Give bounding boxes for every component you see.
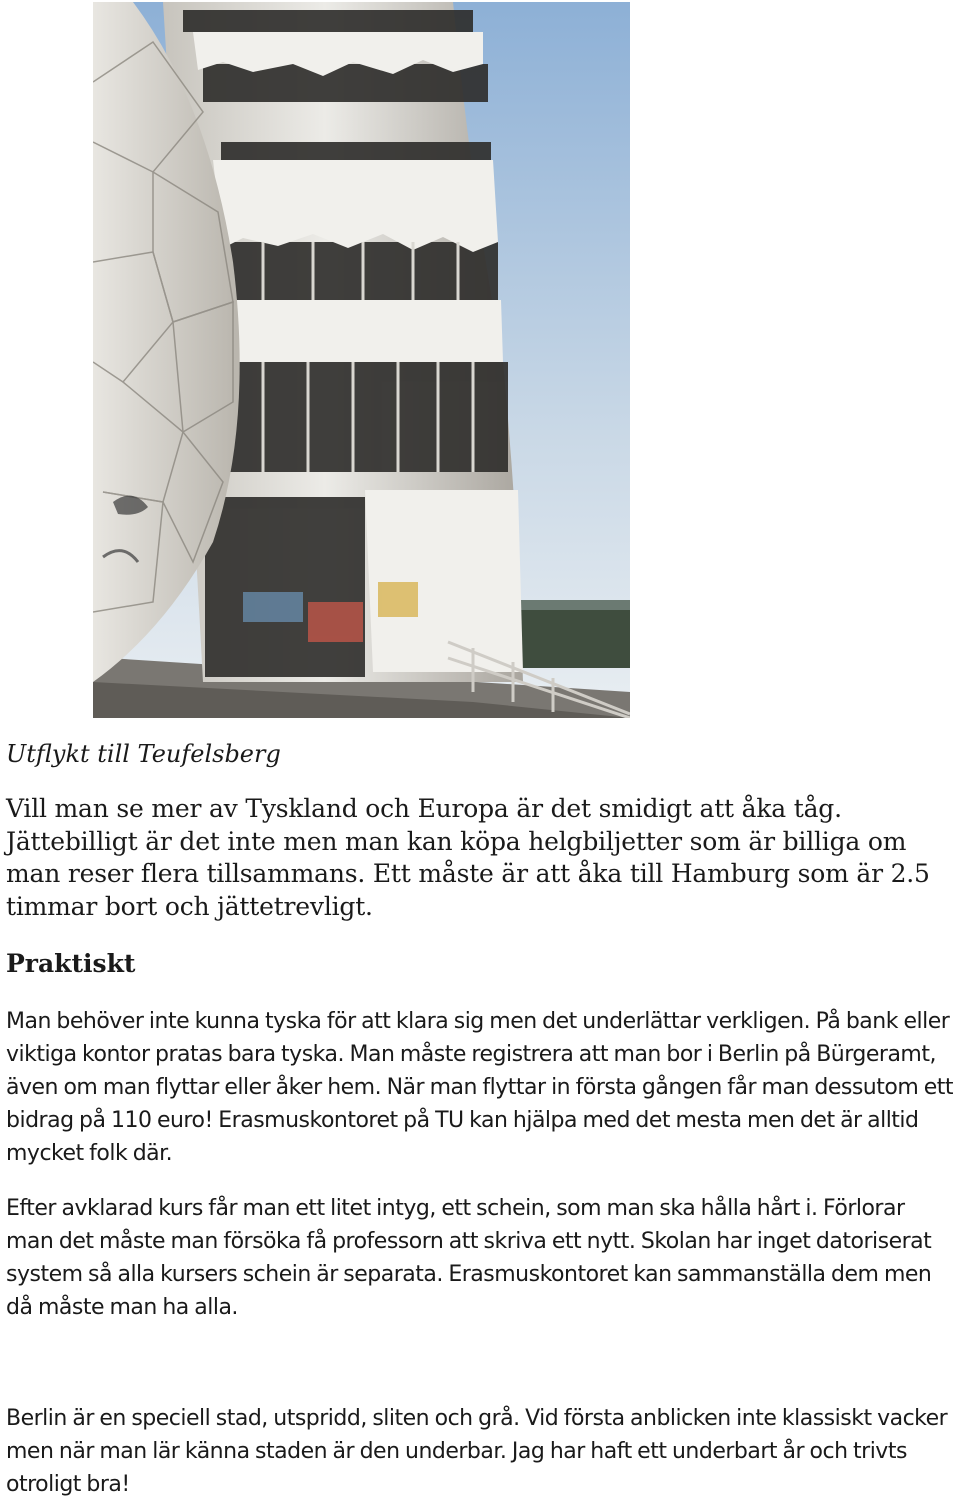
photo-caption: Utflykt till Teufelsberg [6,740,281,768]
teufelsberg-tower-photo [93,2,630,718]
practical-paragraph: Man behöver inte kunna tyska för att klara sig men det underlättar verkligen. På bank eller viktiga kontor pratas bara tyska. Man måste registrera att man bor i Berlin på Bürgeramt, även om man flyttar eller åker hem. När man flyttar in första gången får man dessutom ett bidrag på 110 euro! Erasmuskontoret på TU kan hjälpa med det mesta men det är alltid mycket folk där. [6,1009,954,1166]
berlin-paragraph: Berlin är en speciell stad, utspridd, sliten och grå. Vid första anblicken inte klassiskt vacker men när man lär känna staden är den underbar. Jag har haft ett underbart år och trivts otroligt bra! [6,1406,948,1497]
intro-paragraph: Vill man se mer av Tyskland och Europa är det smidigt att åka tåg. Jättebilligt är det inte men man kan köpa helgbiljetter som är billiga om man reser flera tillsammans. Ett måste är att åka till Hamburg som är 2.5 timmar bort och jättetrevligt. [6,794,930,921]
section-heading: Praktiskt [6,949,136,978]
course-certificate-paragraph: Efter avklarad kurs får man ett litet intyg, ett schein, som man ska hålla hårt i. Förlorar man det måste man försöka få professorn att skriva ett nytt. Skolan har inget datoriserat system så alla kursers schein är separata. Erasmuskontoret kan sammanställa dem men då måste man ha alla. [6,1196,932,1320]
